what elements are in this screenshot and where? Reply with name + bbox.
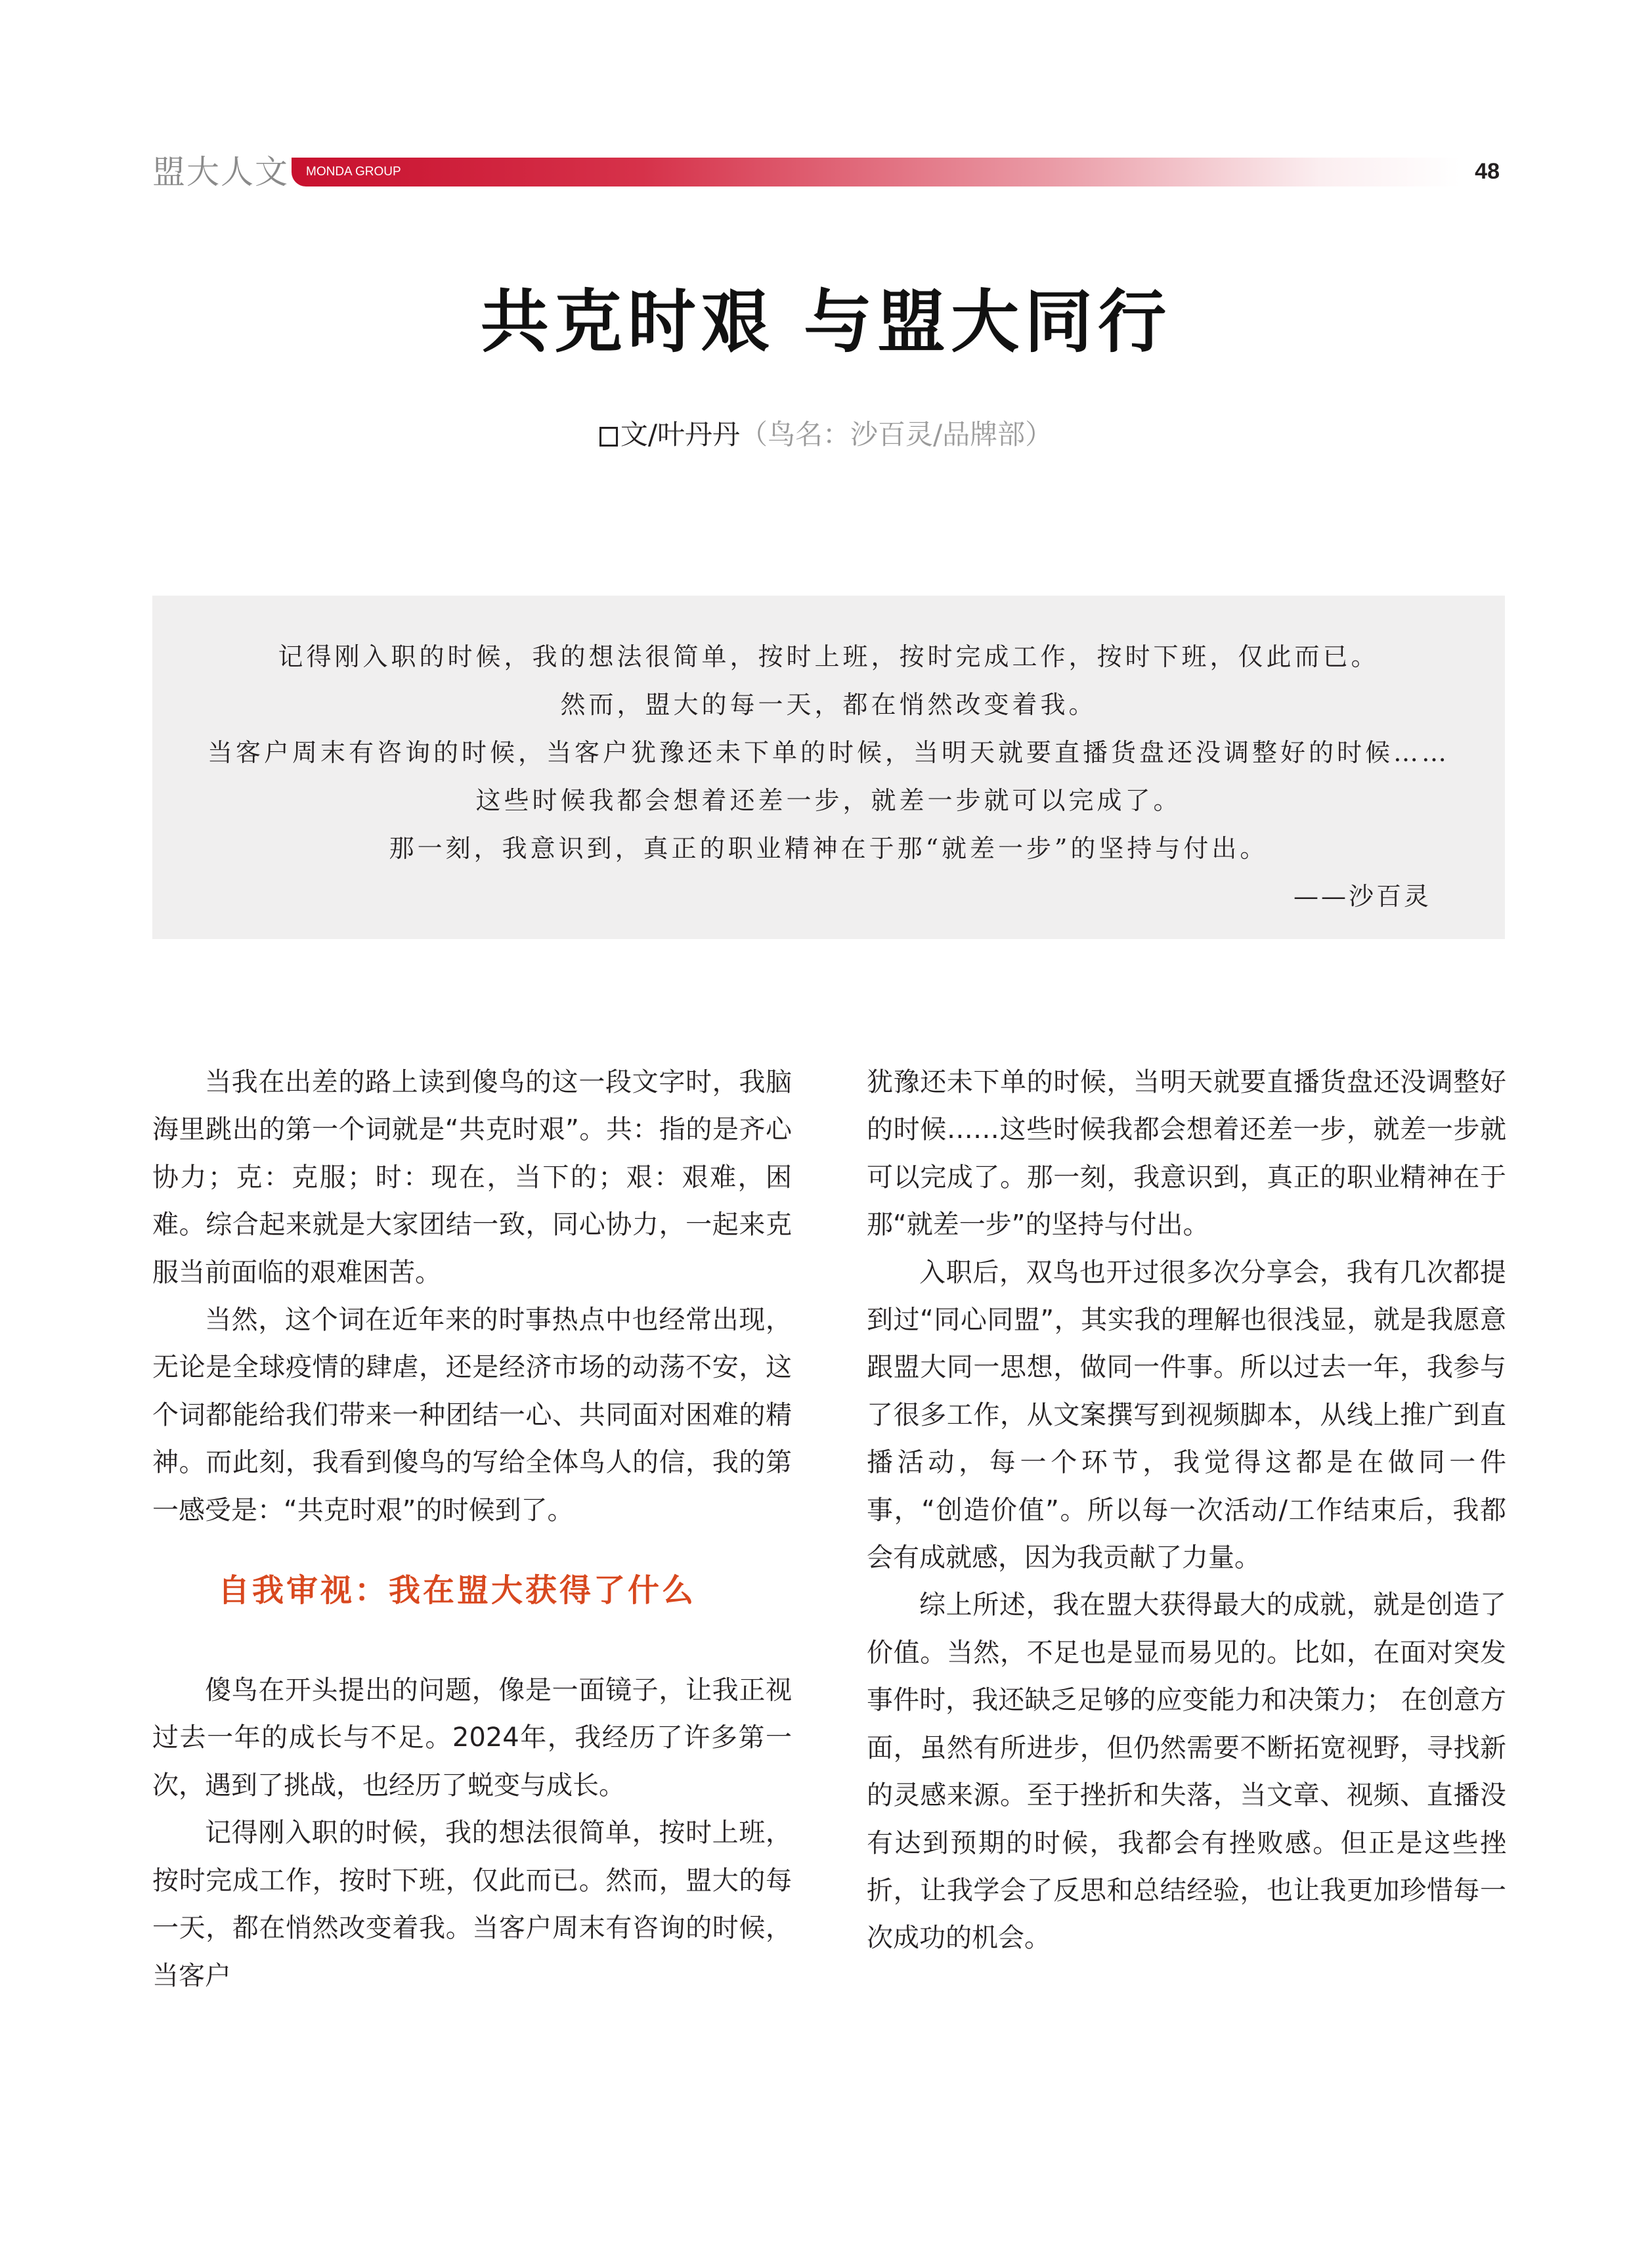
body-paragraph: 傻鸟在开头提出的问题，像是一面镜子，让我正视过去一年的成长与不足。2024年，我经历了许多第一次，遇到了挑战，也经历了蜕变与成长。 xyxy=(152,1675,792,1801)
byline-author: 文/叶丹丹 xyxy=(620,418,740,450)
header-red-bar xyxy=(292,158,1460,186)
quote-line: 记得刚入职的时候，我的想法很简单，按时上班，按时完成工作，按时下班，仅此而已。 xyxy=(278,642,1380,671)
body-paragraph-continuation: 犹豫还未下单的时候，当明天就要直播货盘还没调整好的时候……这些时候我都会想着还差一步，就差一步就可以完成了。那一刻，我意识到，真正的职业精神在于那“就差一步”的坚持与付出。 xyxy=(867,1067,1506,1240)
brand-title: 盟大人文 xyxy=(152,153,289,191)
page-header xyxy=(152,148,1505,194)
body-paragraph: 入职后，双鸟也开过很多次分享会，我有几次都提到过“同心同盟”，其实我的理解也很浅显，就是我愿意跟盟大同一思想，做同一件事。所以过去一年，我参与了很多工作，从文案撰写到视频脚本，从线上推广到直播活动，每一个环节，我觉得这都是在做同一件事，“创造价值”。所以每一次活动/工作结束后，我都会有成就感，因为我贡献了力量。 xyxy=(867,1257,1506,1573)
page-number: 48 xyxy=(1475,159,1500,184)
quote-line: 当客户周末有咨询的时候，当客户犹豫还未下单的时候，当明天就要直播货盘还没调整好的时候…… xyxy=(207,738,1450,767)
left-column xyxy=(152,1059,792,2000)
quote-box xyxy=(152,596,1505,939)
body-paragraph: 当然，这个词在近年来的时事热点中也经常出现，无论是全球疫情的肆虐，还是经济市场的动荡不安，这个词都能给我们带来一种团结一心、共同面对困难的精神。而此刻，我看到傻鸟的写给全体鸟人的信，我的第一感受是：“共克时艰”的时候到了。 xyxy=(152,1305,792,1525)
body-paragraph: 记得刚入职的时候，我的想法很简单，按时上班，按时完成工作，按时下班，仅此而已。然而，盟大的每一天，都在悄然改变着我。当客户周末有咨询的时候，当客户 xyxy=(152,1818,792,1991)
quote-line: 这些时候我都会想着还差一步，就差一步就可以完成了。 xyxy=(475,786,1182,815)
article-title: 共克时艰 与盟大同行 xyxy=(480,282,1172,362)
quote-line: 然而，盟大的每一天，都在悄然改变着我。 xyxy=(560,690,1097,719)
square-bullet-icon xyxy=(599,427,618,447)
body-paragraph: 当我在出差的路上读到傻鸟的这一段文字时，我脑海里跳出的第一个词就是“共克时艰”。共：指的是齐心协力；克：克服；时：现在，当下的；艰：艰难，困难。综合起来就是大家团结一致，同心协力，一起来克服当前面临的艰难困苦。 xyxy=(152,1067,792,1288)
body-paragraph: 综上所述，我在盟大获得最大的成就，就是创造了价值。当然，不足也是显而易见的。比如，在面对突发事件时，我还缺乏足够的应变能力和决策力； 在创意方面，虽然有所进步，但仍然需要不断拓宽视野，寻找新的灵感来源。至于挫折和失落，当文章、视频、直播没有达到预期的时候，我都会有挫败感。但正是这些挫折，让我学会了反思和总结经验，也让我更加珍惜每一次成功的机会。 xyxy=(867,1590,1506,1954)
header-bar-text: MONDA GROUP xyxy=(306,165,401,179)
byline xyxy=(0,415,1652,454)
quote-line: 那一刻，我意识到，真正的职业精神在于那“就差一步”的坚持与付出。 xyxy=(389,834,1269,863)
byline-alias: （鸟名：沙百灵/品牌部） xyxy=(740,418,1053,450)
right-column xyxy=(867,1059,1506,1962)
section-heading: 自我审视：我在盟大获得了什么 xyxy=(218,1572,697,1610)
quote-attribution: ——沙百灵 xyxy=(1293,882,1431,911)
